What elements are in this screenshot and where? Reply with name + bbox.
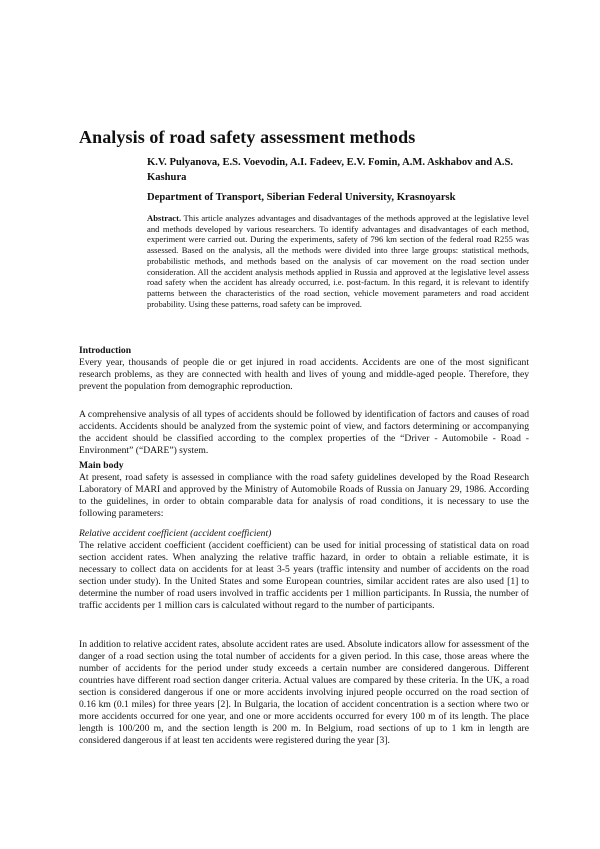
- main-body-paragraph-1: At present, road safety is assessed in compliance with the road safety guidelines developed by the Road Research Laboratory of MARI and approved by the Ministry of Automobile Roads of Russia on January 29, 1986. According to the guidelines, in order to obtain comparable data for analysis of road conditions, it is necessary to use the following parameters:: [79, 472, 529, 519]
- introduction-paragraph-1: Every year, thousands of people die or get injured in road accidents. Accidents are one of the most significant research problems, as they are connected with health and lives of young and middle-aged people. Therefore, they prevent the population from demographic reproduction.: [79, 357, 529, 392]
- section-heading-main-body: Main body: [79, 460, 124, 471]
- affiliation: Department of Transport, Siberian Federal University, Krasnoyarsk: [147, 192, 456, 203]
- abstract-label: Abstract.: [147, 213, 182, 223]
- abstract-text: This article analyzes advantages and disadvantages of the methods approved at the legislative level and methods developed by various researchers. To identify advantages and disadvantages of each method, experiment were carried out. During the experiments, safety of 796 km section of the federal road R255 was assessed. Based on the analysis, all the methods were divided into three large groups: statistical methods, probabilistic methods, and methods based on the analysis of car movement on the road section under consideration. All the accident analysis methods applied in Russia and approved at the legislative level assess road safety when the accident has already occurred, i.e. post-factum. In this regard, it is relevant to identify patterns between the characteristics of the road section, vehicle movement parameters and road accident probability. Using these patterns, road safety can be improved.: [147, 213, 529, 309]
- main-body-paragraph-3: In addition to relative accident rates, absolute accident rates are used. Absolute indicators allow for assessment of the danger of a road section using the total number of accidents for a given period. In this case, those areas where the number of accidents for the period under study exceeds a certain number are considered dangerous. Different countries have different road section danger criteria. Actual values are compared by these criteria. In the UK, a road section is considered dangerous if one or more accidents involving injured people occurred on the road section of 0.16 km (0.1 miles) for three years [2]. In Bulgaria, the location of accident concentration is a section where two or more accidents occurred for one year, and one or more accidents occurred for every 100 m of its length. The place length is 100/200 m, and the section length is 200 m. In Belgium, road sections of up to 1 km in length are considered dangerous if at least ten accidents were registered during the year [3].: [79, 639, 529, 746]
- author-list: K.V. Pulyanova, E.S. Voevodin, A.I. Fadeev, E.V. Fomin, A.M. Askhabov and A.S. Kashura: [147, 157, 514, 183]
- subsection-heading-accident-coefficient: Relative accident coefficient (accident coefficient): [79, 528, 272, 539]
- section-heading-introduction: Introduction: [79, 345, 132, 356]
- main-body-paragraph-2: The relative accident coefficient (accident coefficient) can be used for initial processing of statistical data on road section accident rates. When analyzing the relative traffic hazard, in order to obtain a reliable estimate, it is necessary to collect data on accidents for at least 3-5 years (traffic intensity and number of accidents on the road section under study). In the United States and some European countries, similar accident rates are also used [1] to determine the number of road users involved in traffic accidents per 1 million participants. In Russia, the number of traffic accidents per 1 million cars is calculated without regard to the number of participants.: [79, 540, 529, 611]
- paper-title: Analysis of road safety assessment methods: [79, 127, 416, 147]
- introduction-paragraph-2: A comprehensive analysis of all types of accidents should be followed by identification of factors and causes of road accidents. Accidents should be analyzed from the systemic point of view, and factors determining or accompanying the accident should be classified according to the complex properties of the “Driver - Automobile - Road - Environment” (“DARE”) system.: [79, 409, 529, 456]
- abstract: [147, 213, 529, 309]
